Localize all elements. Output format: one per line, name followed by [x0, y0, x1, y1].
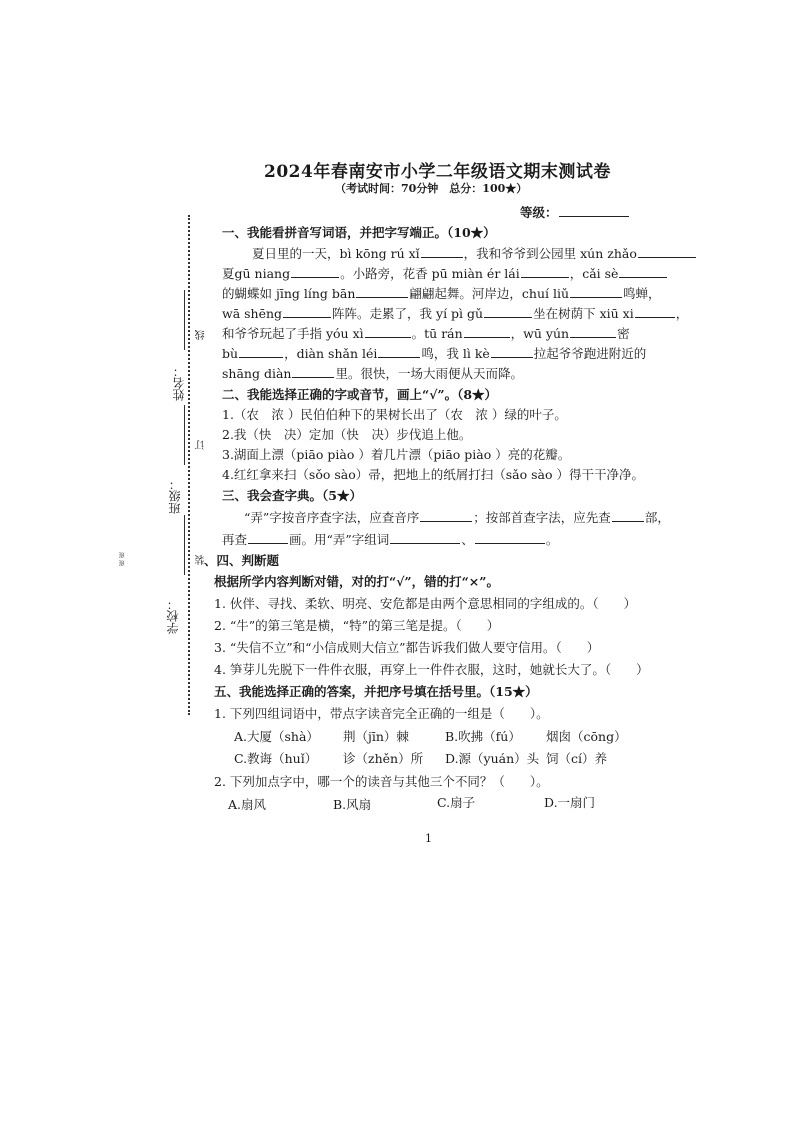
s1-line-2: 夏gū niang 。小路旁，花香 pū miàn ér lái ，cǎi sè: [222, 264, 668, 282]
s4-item-4[interactable]: 4. 笋芽儿先脱下一件件衣服，再穿上一件件衣服，这时，她就长大了。（ ）: [214, 662, 649, 677]
section5-heading: 五、我能选择正确的答案，并把序号填在括号里。（15★）: [214, 684, 538, 699]
section2-heading: 二、我能选择正确的字或音节，画上“√”。（8★）: [222, 387, 498, 402]
small-side-text: 班 班: [119, 552, 126, 566]
s1-line-5: 和爷爷玩起了手指 yóu xì 。tū rán ，wū yún 密: [222, 326, 630, 341]
s3-line-1: “弄”字按音序查字法，应查音序 ；按部首查字法，应先查 部，: [244, 510, 670, 525]
s1-line-1: 夏日里的一天，bì kōng rú xǐ ，我和爷爷到公园里 xún zhǎo: [252, 244, 697, 262]
answer-blank[interactable]: [390, 533, 460, 544]
s4-item-1[interactable]: 1. 伙伴、寻找、柔软、明亮、安危都是由两个意思相同的字组成的。（ ）: [214, 596, 637, 611]
s5-q1: 1. 下列四组词语中，带点字读音完全正确的一组是（ ）。: [214, 706, 549, 721]
s1-line-6: bù ，diàn shǎn léi 鸣，我 lì kè 拉起爷爷跑进附近的: [222, 346, 647, 361]
s5-q2-opt-b[interactable]: B.风扇: [333, 797, 372, 812]
class-line: [184, 405, 185, 465]
s2-item-1[interactable]: 1.（农 浓 ）民伯伯种下的果树长出了（农 浓 ）绿的叶子。: [222, 407, 567, 422]
grade-label: 等级：: [520, 203, 630, 221]
s4-item-2[interactable]: 2. “牛”的第三笔是横，“特”的第三笔是提。（ ）: [214, 618, 500, 633]
answer-blank[interactable]: [464, 327, 510, 338]
s1-line-3: 的蝴蝶如 jīng líng bān 翩翩起舞。河岸边，chuí liǔ 鸣蝉，: [222, 286, 661, 301]
binding-dotted-line: [188, 215, 190, 715]
name-line: [184, 290, 185, 350]
s5-q1-opt-b2[interactable]: 烟囱（cōng）: [546, 729, 627, 744]
answer-blank[interactable]: [635, 307, 675, 318]
s2-item-4[interactable]: 4.红红拿来扫（sǒo sào）帚，把地上的纸屑打扫（sǎo sào ）得干干净净。: [222, 467, 644, 482]
s5-q1-opt-b1[interactable]: B.吹拂（fú）: [445, 729, 521, 744]
s5-q1-opt-a1[interactable]: A.大厦（shà）: [234, 729, 319, 744]
answer-blank[interactable]: [365, 327, 411, 338]
answer-blank[interactable]: [619, 267, 667, 278]
answer-blank[interactable]: [378, 347, 420, 358]
section3-heading: 三、我会查字典。（5★）: [222, 488, 362, 503]
s2-item-3[interactable]: 3.湖面上漂（piāo piào ）着几片漂（piāo piào ）亮的花瓣。: [222, 447, 571, 462]
s3-line-2: 再查 画。用“弄”字组词 、 。: [222, 532, 559, 547]
s5-q2: 2. 下列加点字中，哪一个的读音与其他三个不同？（ ）。: [214, 774, 549, 789]
binding-mark-xian: 线: [196, 330, 207, 340]
s4-item-3[interactable]: 3. “失信不立”和“小信成则大信立”都告诉我们做人要守信用。（ ）: [214, 640, 600, 655]
grade-blank[interactable]: [559, 206, 629, 217]
answer-blank[interactable]: [491, 347, 533, 358]
answer-blank[interactable]: [239, 347, 283, 358]
s1-line-7: shāng diàn 里。很快，一场大雨便从天而降。: [222, 366, 523, 381]
s1-line-4: wā shēng 阵阵。走累了，我 yí pì gǔ 坐在树荫下 xiū xi ，: [222, 306, 689, 321]
s5-q1-opt-c2[interactable]: 诊（zhěn）所: [343, 751, 424, 766]
answer-blank[interactable]: [420, 511, 472, 522]
answer-blank[interactable]: [292, 367, 334, 378]
name-label: 姓名：: [172, 365, 186, 401]
answer-blank[interactable]: [570, 327, 616, 338]
answer-blank[interactable]: [421, 247, 463, 258]
answer-blank[interactable]: [291, 267, 339, 278]
exam-info: （考试时间：70分钟 总分：100★）: [335, 182, 528, 195]
answer-blank[interactable]: [475, 533, 545, 544]
page-title: 2024年春南安市小学二年级语文期末测试卷: [264, 162, 611, 182]
answer-blank[interactable]: [612, 511, 644, 522]
s2-item-2[interactable]: 2.我（快 决）定加（快 决）步伐追上他。: [222, 427, 472, 442]
school-line: [184, 515, 185, 575]
answer-blank[interactable]: [521, 267, 569, 278]
s4-instruction: 根据所学内容判断对错，对的打“√”，错的打“×”。: [214, 574, 499, 589]
class-label: 班级：: [168, 478, 182, 514]
answer-blank[interactable]: [283, 307, 331, 318]
s5-q1-opt-d1[interactable]: D.源（yuán）头: [445, 751, 540, 766]
section1-heading: 一、我能看拼音写词语，并把字写端正。（10★）: [222, 225, 496, 240]
answer-blank[interactable]: [248, 533, 288, 544]
answer-blank[interactable]: [356, 287, 408, 298]
answer-blank[interactable]: [570, 287, 622, 298]
s5-q1-opt-c1[interactable]: C.教诲（huǐ）: [234, 751, 318, 766]
binding-mark-ding: 订: [196, 440, 207, 450]
school-label: 学校：: [166, 598, 180, 634]
answer-blank[interactable]: [638, 247, 696, 258]
section4-heading: 、四、判断题: [204, 553, 280, 568]
page-number: 1: [425, 832, 432, 845]
s5-q1-opt-d2[interactable]: 饲（cí）养: [546, 751, 607, 766]
s5-q2-opt-c[interactable]: C.扇子: [437, 795, 476, 810]
answer-blank[interactable]: [484, 307, 532, 318]
binding-mark-zhuang: 装: [196, 555, 207, 565]
s5-q2-opt-d[interactable]: D.一扇门: [544, 795, 596, 810]
s5-q2-opt-a[interactable]: A.扇风: [228, 797, 267, 812]
s5-q1-opt-a2[interactable]: 荆（jīn）棘: [343, 729, 409, 744]
